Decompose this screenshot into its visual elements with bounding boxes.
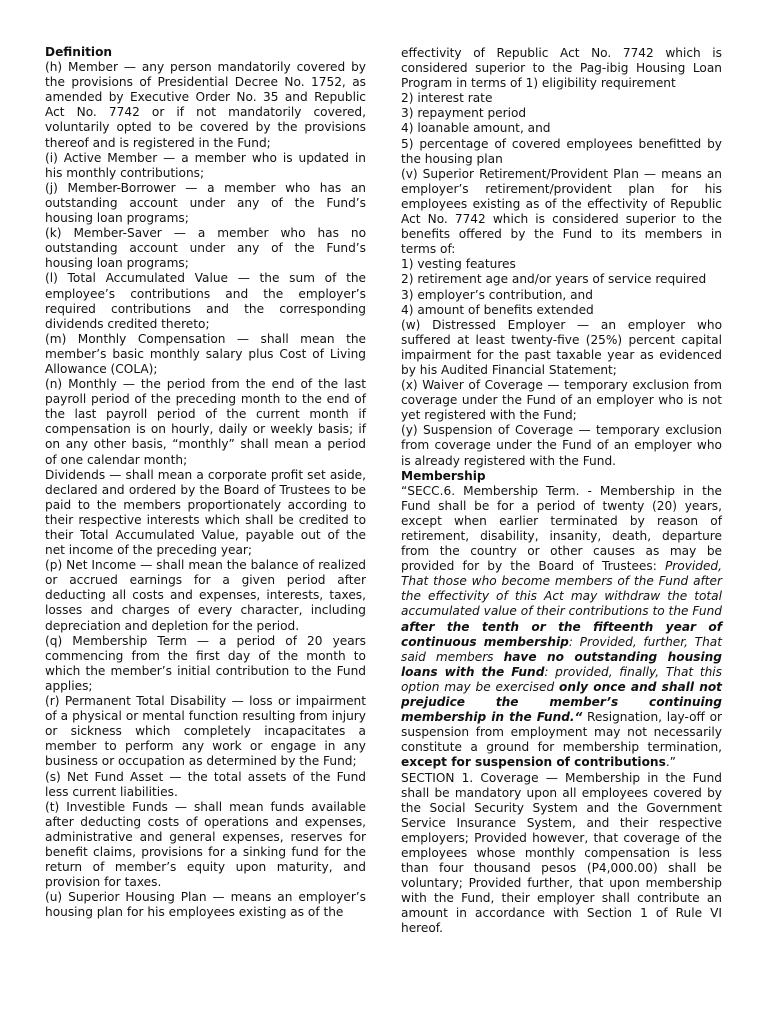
secc6-membership-term (401, 484, 722, 771)
definition-w-distressed-employer: (w) Distressed Employer — an employer who suffered at least twenty-five (25%) percent capital impairment for the past taxable year as evidenced by his Audited Financial Statement; (401, 317, 722, 377)
definition-q-membership-term: (q) Membership Term — a period of 20 years commencing from the first day of the month to which the member’s initial contribution to the Fund applies; (45, 633, 366, 693)
definition-y-suspension-of-coverage: (y) Suspension of Coverage — temporary exclusion from coverage under the Fund of an employer who is already registered with the Fund. (401, 423, 722, 468)
housing-plan-item-4: 4) loanable amount, and (401, 121, 551, 136)
definition-v-superior-retirement-plan: (v) Superior Retirement/Provident Plan — means an employer’s retirement/provident plan for his employees existing as of the effectivity of Republic Act No. 7742 which is considered superior to the benefits offered by the Fund to its members in terms of: (401, 166, 722, 257)
definition-r-permanent-total-disability: (r) Permanent Total Disability — loss or impairment of a physical or mental function resulting from injury or sickness which completely incapacitates a member to perform any work or engage in any business or occupation as determined by the Fund; (45, 694, 366, 769)
section-1-coverage: SECTION 1. Coverage — Membership in the Fund shall be mandatory upon all employees covered by the Social Security System and the Government Service Insurance System, and their respective employers; Provided however, that coverage of the employees whose monthly compensation is less than four thousand pesos (P4,000.00) shall be voluntary; Provided further, that upon membership with the Fund, their employer shall contribute an amount in accordance with Section 1 of Rule VI hereof. (401, 770, 722, 936)
definition-j-member-borrower: (j) Member-Borrower — a member who has an outstanding account under any of the Fund’s housing loan programs; (45, 180, 366, 226)
secc6-text-7: only once and shall not prejudice the member’s continuing membership in the Fund.“ (401, 679, 722, 725)
definition-i-active-member: (i) Active Member — a member who is updated in his monthly contributions; (45, 150, 366, 180)
definition-t-investible-funds: (t) Investible Funds — shall mean funds available after deducting costs of operations and expenses, administrative and general expenses, reserves for benefit claims, provisions for a sinking fund for the return of member’s equity upon maturity, and provision for taxes. (45, 799, 366, 890)
secc6-text-8: Resignation, lay-off or suspension from employment may not necessarily constitute a ground for membership termination, (401, 710, 722, 755)
definition-m-monthly-compensation: (m) Monthly Compensation — shall mean the member’s basic monthly salary plus Cost of Living Allowance (COLA); (45, 331, 366, 376)
housing-plan-item-5: 5) percentage of covered employees benefitted by the housing plan (401, 136, 722, 166)
definition-s-net-fund-asset: (s) Net Fund Asset — the total assets of the Fund less current liabilities. (45, 769, 366, 799)
definition-heading: Definition (45, 45, 113, 59)
secc6-text-4: : Provided, further, That said members (401, 634, 722, 664)
secc6-text-1: “SECC.6. Membership Term. - Membership in the Fund shall be for a period of twenty (20) years, except when earlier terminated by reason of retirement, disability, insanity, death, departure from the country or other causes as may be provided for by the Board of Trustees: (401, 483, 722, 574)
secc6-text-2: Provided, That those who become members of the Fund after the effectivity of this Act may withdraw the total accumulated value of their contributions to the Fund (401, 559, 722, 619)
secc6-text-3: after the tenth or the fifteenth year of continuous membership (401, 619, 722, 649)
retirement-plan-item-4: 4) amount of benefits extended (401, 302, 594, 317)
definition-x-waiver-of-coverage: (x) Waiver of Coverage — temporary exclusion from coverage under the Fund of an employer who is not yet registered with the Fund; (401, 378, 722, 423)
definition-u-superior-housing-plan: (u) Superior Housing Plan — means an employer’s housing plan for his employees existing as of the (45, 890, 366, 920)
retirement-plan-item-1: 1) vesting features (401, 257, 516, 272)
definition-n-monthly: (n) Monthly — the period from the end of the last payroll period of the preceding month to the end of the last payroll period of the current month if compensation is on hourly, daily or weekly basis; if on any other basis, “monthly” shall mean a period of one calendar month; (45, 377, 366, 467)
definition-k-member-saver: (k) Member-Saver — a member who has no outstanding account under any of the Fund’s housing loan programs; (45, 226, 366, 271)
retirement-plan-item-2: 2) retirement age and/or years of service required (401, 272, 707, 287)
secc6-text-9: except for suspension of contributions (401, 755, 666, 770)
definition-u-continued: effectivity of Republic Act No. 7742 which is considered superior to the Pag-ibig Housing Loan Program in terms of 1) eligibility requirement (401, 46, 722, 91)
definition-dividends: Dividends — shall mean a corporate profit set aside, declared and ordered by the Board of Trustees to be paid to the members proportionately according to their respective interests which shall be credited to their Total Accumulated Value, payable out of the net income of the preceding year; (45, 467, 366, 558)
right-column (401, 46, 722, 937)
definition-h-member: (h) Member — any person mandatorily covered by the provisions of Presidential Decree No. 1752, as amended by Executive Order No. 35 and Republic Act No. 7742 or if not mandatorily covered, voluntarily opted to be covered by the provisions thereof and is registered in the Fund; (45, 60, 366, 150)
secc6-text-5: have no outstanding housing loans with the Fund (401, 649, 722, 679)
retirement-plan-item-3: 3) employer’s contribution, and (401, 287, 593, 302)
definition-l-total-accumulated-value: (l) Total Accumulated Value — the sum of the employee’s contributions and the employer’s required contributions and the corresponding dividends credited thereto; (45, 271, 366, 331)
definition-p-net-income: (p) Net Income — shall mean the balance of realized or accrued earnings for a given period after deducting all costs and expenses, interests, taxes, losses and charges of every character, including depreciation and depletion for the period. (45, 558, 366, 633)
secc6-text-6: : provided, finally, That this option may be exercised (401, 664, 722, 694)
housing-plan-item-3: 3) repayment period (401, 106, 527, 121)
secc6-text-10: .” (665, 755, 676, 770)
housing-plan-item-2: 2) interest rate (401, 91, 493, 106)
left-column (45, 45, 366, 920)
membership-heading: Membership (401, 468, 486, 483)
